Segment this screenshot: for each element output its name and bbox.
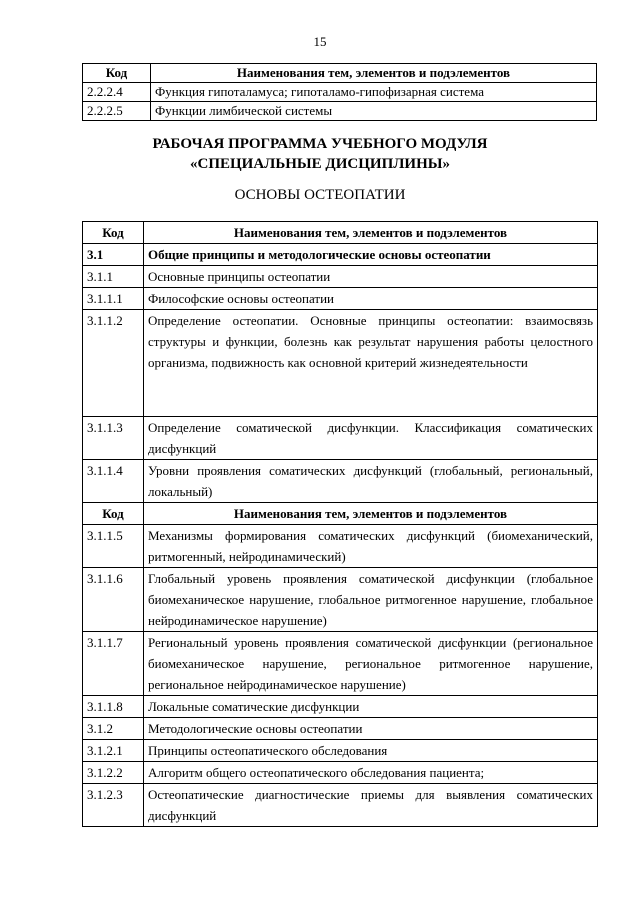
header-name: Наименования тем, элементов и подэлементов <box>144 503 598 525</box>
header-code: Код <box>83 222 144 244</box>
table-repeat-header-row <box>83 503 598 525</box>
header-name: Наименования тем, элементов и подэлементов <box>144 222 598 244</box>
row-code: 2.2.2.5 <box>83 102 151 121</box>
row-code: 3.1.1.6 <box>83 568 144 632</box>
row-code: 3.1.2 <box>83 718 144 740</box>
row-name: Определение соматической дисфункции. Классификация соматических дисфункций <box>144 417 598 460</box>
table-header-row <box>83 222 598 244</box>
row-name: Алгоритм общего остеопатического обследования пациента; <box>144 762 598 784</box>
row-name: Уровни проявления соматических дисфункций (глобальный, региональный, локальный) <box>144 460 598 503</box>
main-table <box>82 221 598 827</box>
row-code: 2.2.2.4 <box>83 83 151 102</box>
row-code: 3.1.1.1 <box>83 288 144 310</box>
row-name: Философские основы остеопатии <box>144 288 598 310</box>
header-name: Наименования тем, элементов и подэлементов <box>151 64 597 83</box>
row-code: 3.1.1.5 <box>83 525 144 568</box>
row-name: Региональный уровень проявления соматической дисфункции (региональное биомеханическое нарушение, региональное ритмогенное нарушение, региональное нейродинамическое нарушение) <box>144 632 598 696</box>
row-code: 3.1.1.4 <box>83 460 144 503</box>
header-code: Код <box>83 503 144 525</box>
table-row <box>83 417 598 460</box>
row-code: 3.1.2.2 <box>83 762 144 784</box>
row-code: 3.1.2.3 <box>83 784 144 827</box>
section-title-line2: «СПЕЦИАЛЬНЫЕ ДИСЦИПЛИНЫ» <box>190 156 450 172</box>
page-number: 15 <box>313 34 327 49</box>
row-code: 3.1.1.7 <box>83 632 144 696</box>
table-row <box>83 632 598 696</box>
table-row <box>83 718 598 740</box>
table-row <box>83 83 597 102</box>
row-code: 3.1 <box>83 244 144 266</box>
table-row <box>83 762 598 784</box>
row-code: 3.1.1.8 <box>83 696 144 718</box>
row-code: 3.1.1 <box>83 266 144 288</box>
table-row <box>83 460 598 503</box>
row-code: 3.1.2.1 <box>83 740 144 762</box>
row-name: Глобальный уровень проявления соматической дисфункции (глобальное биомеханическое нарушение, глобальное ритмогенное нарушение, глобальное нейродинамическое нарушение) <box>144 568 598 632</box>
table-row <box>83 310 598 417</box>
table-row <box>83 244 598 266</box>
row-name: Функция гипоталамуса; гипоталамо-гипофизарная система <box>151 83 597 102</box>
table-row <box>83 266 598 288</box>
row-name: Принципы остеопатического обследования <box>144 740 598 762</box>
row-name: Методологические основы остеопатии <box>144 718 598 740</box>
table-row <box>83 568 598 632</box>
row-code: 3.1.1.2 <box>83 310 144 417</box>
top-table <box>82 63 597 121</box>
row-code: 3.1.1.3 <box>83 417 144 460</box>
row-name: Определение остеопатии. Основные принципы остеопатии: взаимосвязь структуры и функции, болезнь как результат нарушения работы целостного организма, подвижность как основной критерий жизнедеятельности <box>144 310 598 417</box>
row-name: Общие принципы и методологические основы остеопатии <box>144 244 598 266</box>
table-header-row <box>83 64 597 83</box>
table-row <box>83 102 597 121</box>
section-title <box>0 134 640 174</box>
section-subtitle: ОСНОВЫ ОСТЕОПАТИИ <box>234 187 406 203</box>
row-name: Механизмы формирования соматических дисфункций (биомеханический, ритмогенный, нейродинамический) <box>144 525 598 568</box>
row-name: Остеопатические диагностические приемы для выявления соматических дисфункций <box>144 784 598 827</box>
table-row <box>83 784 598 827</box>
table-row <box>83 696 598 718</box>
table-row <box>83 288 598 310</box>
header-code: Код <box>83 64 151 83</box>
row-name: Основные принципы остеопатии <box>144 266 598 288</box>
table-row <box>83 740 598 762</box>
row-name: Локальные соматические дисфункции <box>144 696 598 718</box>
row-name: Функции лимбической системы <box>151 102 597 121</box>
table-row <box>83 525 598 568</box>
section-title-line1: РАБОЧАЯ ПРОГРАММА УЧЕБНОГО МОДУЛЯ <box>152 136 488 152</box>
